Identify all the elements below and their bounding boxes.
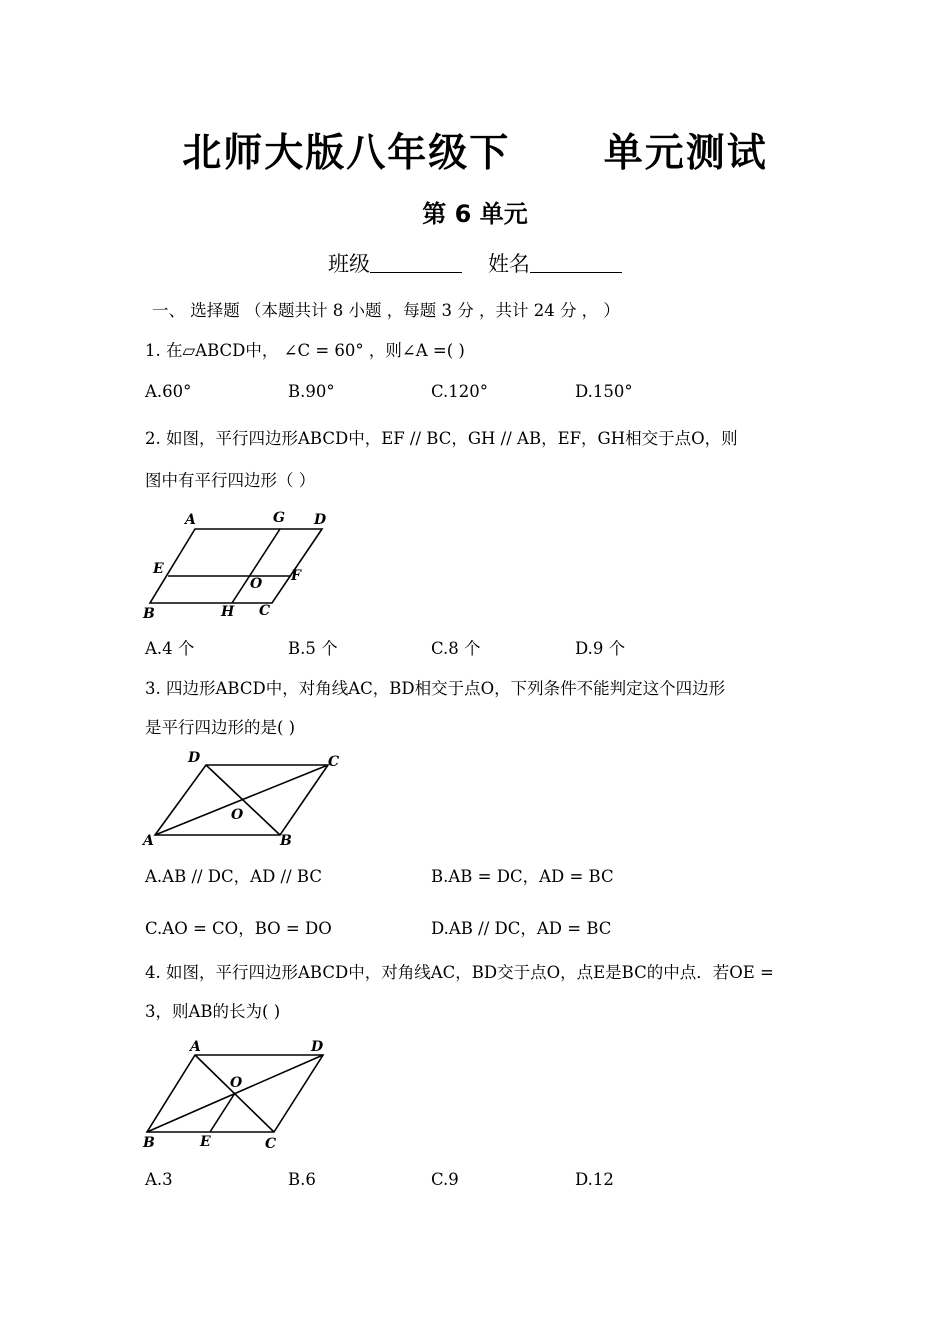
fig2-label-f: F [291, 568, 301, 584]
section-heading: 一、 选择题 （本题共计 8 小题 ，每题 3 分 ，共计 24 分 ， ） [152, 301, 620, 320]
question-4-figure [140, 1035, 340, 1155]
fig2-label-a: A [185, 512, 196, 528]
question-3-text-line1: 3. 四边形ABCD中，对角线AC，BD相交于点O，下列条件不能判定这个四边形 [145, 679, 726, 698]
question-1-option-d[interactable]: D.150° [575, 382, 633, 401]
fig3-label-b: B [280, 833, 292, 849]
question-2-option-b[interactable]: B.5 个 [288, 639, 338, 658]
fig2-label-o: O [250, 576, 263, 592]
name-label: 姓名 [488, 252, 530, 276]
question-2-option-c[interactable]: C.8 个 [431, 639, 481, 658]
question-3-text-line2: 是平行四边形的是( ) [145, 718, 296, 737]
fig3-label-o: O [231, 807, 244, 823]
fig2-label-d: D [314, 512, 327, 528]
question-2-text-line2: 图中有平行四边形（ ） [145, 471, 316, 490]
fig4-label-d: D [311, 1039, 324, 1055]
question-3-figure [140, 745, 350, 850]
class-blank-field[interactable] [370, 250, 462, 273]
fig3-label-a: A [143, 833, 154, 849]
fig4-label-c: C [265, 1136, 277, 1152]
question-2-figure [140, 505, 340, 625]
fig4-label-e: E [200, 1134, 211, 1150]
student-info-row [0, 248, 950, 280]
question-3-option-b[interactable]: B.AB = DC，AD = BC [431, 867, 614, 886]
question-4-text-line2: 3，则AB的长为( ) [145, 1002, 281, 1021]
question-1-option-c[interactable]: C.120° [431, 382, 489, 401]
fig3-label-c: C [328, 754, 340, 770]
question-3-option-c[interactable]: C.AO = CO，BO = DO [145, 919, 332, 938]
fig4-label-b: B [143, 1135, 155, 1151]
class-label: 班级 [328, 252, 370, 276]
question-2-option-a[interactable]: A.4 个 [145, 639, 195, 658]
fig4-label-o: O [230, 1075, 243, 1091]
fig2-label-b: B [143, 606, 155, 622]
question-1-text: 1. 在▱ABCD中， ∠C = 60° ，则∠A =( ) [145, 341, 465, 360]
unit-subtitle: 第 6 单元 [422, 200, 528, 228]
name-blank-field[interactable] [530, 250, 622, 273]
fig2-label-h: H [221, 604, 235, 620]
fig2-label-g: G [273, 510, 285, 526]
document-title: 北师大版八年级下 单元测试 [182, 131, 768, 176]
question-3-option-a[interactable]: A.AB // DC，AD // BC [145, 867, 322, 886]
fig4-label-a: A [190, 1039, 201, 1055]
fig3-label-d: D [188, 750, 201, 766]
question-2-option-d[interactable]: D.9 个 [575, 639, 626, 658]
question-3-option-d[interactable]: D.AB // DC，AD = BC [431, 919, 612, 938]
question-2-text-line1: 2. 如图，平行四边形ABCD中，EF // BC，GH // AB，EF，GH相交于点O，则 [145, 429, 738, 448]
question-1-option-b[interactable]: B.90° [288, 382, 335, 401]
question-4-option-b[interactable]: B.6 [288, 1170, 316, 1189]
fig2-label-e: E [153, 561, 164, 577]
question-4-text-line1: 4. 如图，平行四边形ABCD中，对角线AC，BD交于点O，点E是BC的中点．若OE = [145, 963, 774, 982]
question-4-option-d[interactable]: D.12 [575, 1170, 614, 1189]
question-4-option-a[interactable]: A.3 [145, 1170, 173, 1189]
question-1-option-a[interactable]: A.60° [145, 382, 192, 401]
question-4-option-c[interactable]: C.9 [431, 1170, 459, 1189]
fig2-label-c: C [259, 603, 271, 619]
